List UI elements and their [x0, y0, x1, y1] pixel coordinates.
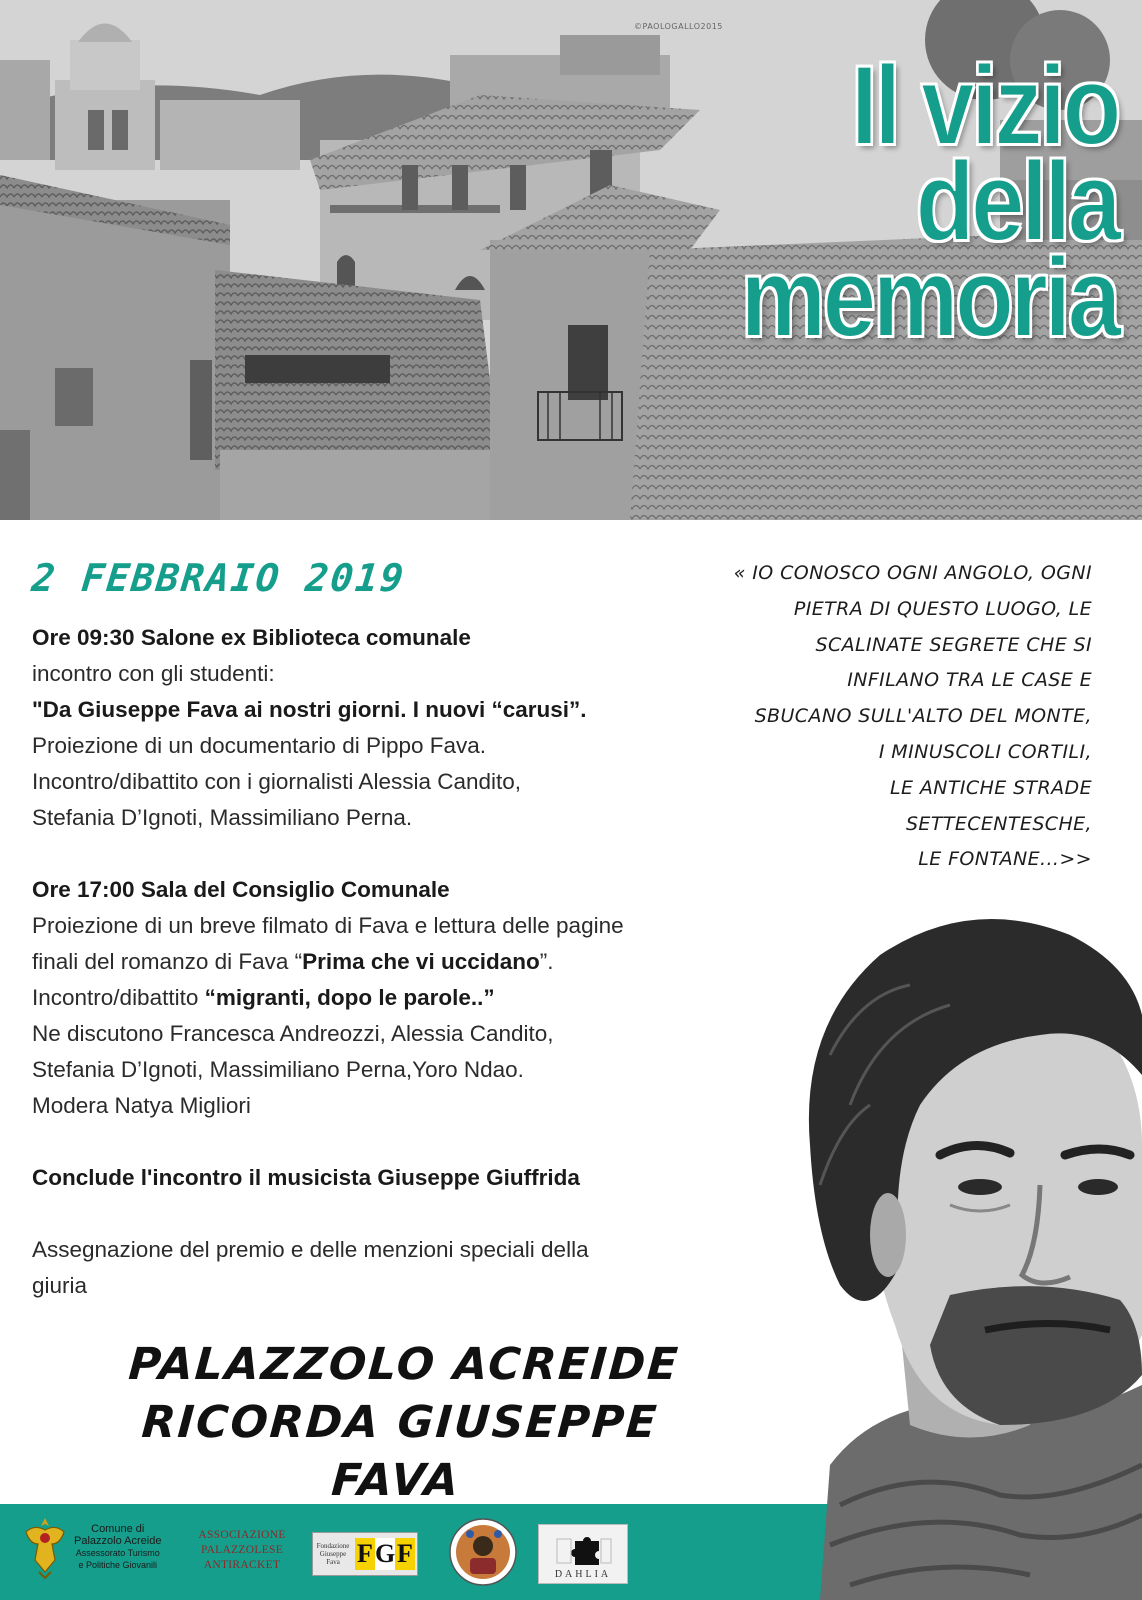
- fgf-letter: F: [355, 1538, 375, 1570]
- associazione-antiracket-logo: [196, 1528, 288, 1573]
- circular-emblem-logo: [448, 1514, 518, 1590]
- debate-title: “migranti, dopo le parole..”: [204, 985, 495, 1010]
- morning-line-2: Proiezione di un documentario di Pippo Fava.: [32, 733, 487, 758]
- eagle-crest-icon: [22, 1514, 68, 1580]
- header-photo: [0, 0, 1142, 520]
- associazione-line-3: ANTIRACKET: [203, 1559, 281, 1571]
- morning-line-4: Stefania D’Ignoti, Massimiliano Perna.: [32, 805, 413, 830]
- afternoon-heading: Ore 17:00 Sala del Consiglio Comunale: [32, 877, 450, 902]
- quote-line: « IO CONOSCO OGNI ANGOLO, OGNI: [733, 562, 1092, 584]
- closing-slogan: [84, 1336, 716, 1510]
- giuseppe-fava-portrait: [800, 905, 1142, 1600]
- title-line-3: memoria: [740, 235, 1118, 360]
- afternoon-line-3: Incontro/dibattito “migranti, dopo le parole..”: [32, 985, 495, 1010]
- quote-line: LE FONTANE...>>: [918, 848, 1092, 871]
- title-line-1: Il vizio: [851, 43, 1118, 168]
- afternoon-line-1: Proiezione di un breve filmato di Fava e lettura delle pagine: [32, 913, 624, 938]
- quote-line: SCALINATE SEGRETE CHE SI: [815, 633, 1092, 656]
- quote-line: I MINUSCOLI CORTILI,: [878, 740, 1092, 763]
- afternoon-line-6: Modera Natya Migliori: [32, 1093, 251, 1118]
- associazione-line-2: PALAZZOLESE: [200, 1544, 284, 1556]
- title-line-2: della: [915, 139, 1118, 264]
- fgf-letter: G: [375, 1539, 396, 1568]
- music-line: Conclude l'incontro il musicista Giuseppe Giuffrida: [32, 1165, 580, 1190]
- quote-line: SBUCANO SULL'ALTO DEL MONTE,: [754, 705, 1092, 728]
- photo-credit: ©PAOLOGALLO2015: [634, 22, 723, 31]
- afternoon-line-4: Ne discutono Francesca Andreozzi, Alessia Candito,: [32, 1021, 554, 1046]
- morning-heading: Ore 09:30 Salone ex Biblioteca comunale: [32, 625, 471, 650]
- quote-line: LE ANTICHE STRADE: [890, 776, 1092, 799]
- quote-line: PIETRA DI QUESTO LUOGO, LE: [793, 597, 1092, 620]
- afternoon-line-2: finali del romanzo di Fava “Prima che vi uccidano”.: [32, 949, 554, 974]
- afternoon-line-5: Stefania D’Ignoti, Massimiliano Perna,Yoro Ndao.: [32, 1057, 524, 1082]
- quote-line: INFILANO TRA LE CASE E: [847, 669, 1092, 692]
- fava-quote: [702, 556, 1092, 878]
- fondazione-fava-logo: [312, 1532, 418, 1576]
- quote-line: SETTECENTESCHE,: [905, 812, 1092, 835]
- comune-logo: [22, 1514, 161, 1580]
- award-line-2: giuria: [32, 1273, 88, 1298]
- fondazione-label: Fondazione Giuseppe Fava: [316, 1542, 350, 1566]
- morning-title: "Da Giuseppe Fava ai nostri giorni. I nuovi “carusi”.: [32, 697, 587, 722]
- puzzle-icon: [553, 1535, 613, 1569]
- dahlia-label: DAHLIA: [554, 1569, 612, 1580]
- morning-line-3: Incontro/dibattito con i giornalisti Alessia Candito,: [32, 769, 522, 794]
- fgf-letter: F: [395, 1538, 415, 1570]
- event-title: [740, 43, 1118, 360]
- associazione-line-1: ASSOCIAZIONE: [198, 1529, 286, 1541]
- morning-line-1: incontro con gli studenti:: [32, 661, 275, 686]
- event-program: [32, 620, 712, 1304]
- novel-title: Prima che vi uccidano: [302, 949, 540, 974]
- event-date: 2 FEBBRAIO 2019: [29, 556, 408, 600]
- closing-line-1: PALAZZOLO ACREIDE: [126, 1339, 682, 1390]
- award-line-1: Assegnazione del premio e delle menzioni speciali della: [32, 1237, 589, 1262]
- comune-label: Comune di Palazzolo Acreide Assessorato Turismo e Politiche Giovanili: [74, 1523, 162, 1570]
- dahlia-logo: [538, 1524, 628, 1584]
- closing-line-2: RICORDA GIUSEPPE FAVA: [140, 1397, 660, 1506]
